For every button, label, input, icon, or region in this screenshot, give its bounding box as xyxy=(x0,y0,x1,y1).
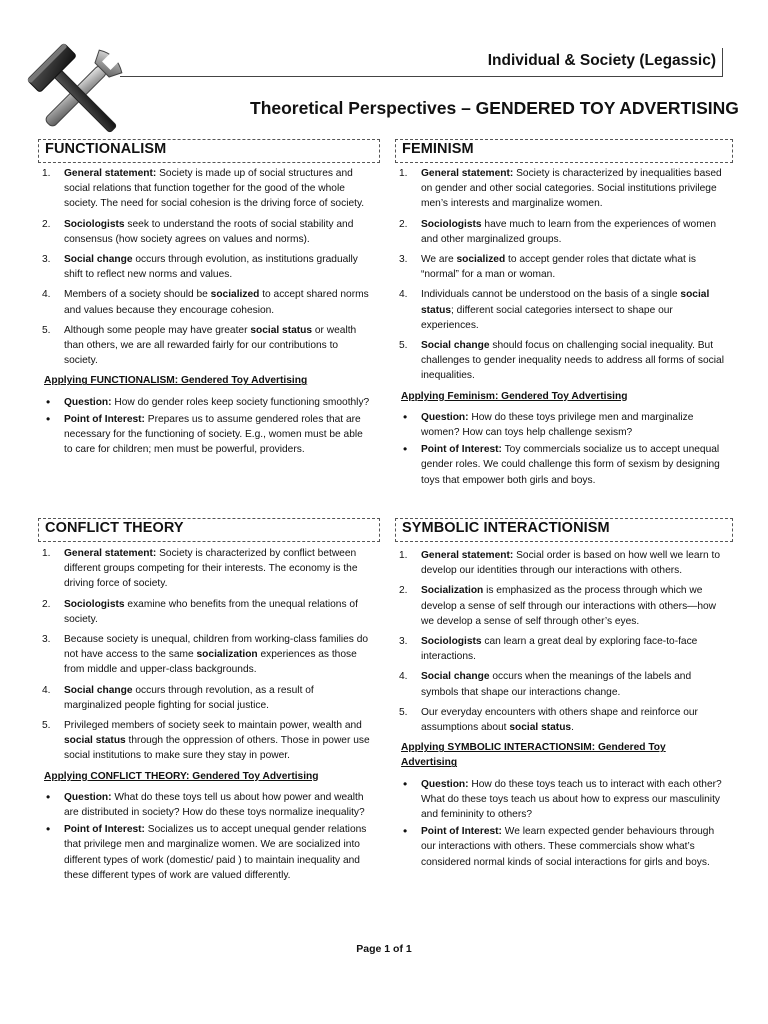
functionalism-heading-box xyxy=(38,139,380,163)
list-item: 4. Social change occurs through revolution, as a result of marginalized people fighting for social justice. xyxy=(42,684,314,711)
list-item: 1. General statement: Society is characterized by conflict between different groups competing for their interests. The economy is the driving force of society. xyxy=(42,548,358,590)
point-of-interest-bullet: • Point of Interest: Toy commercials socialize us to accept unequal gender roles. We could challenge this form of sexism by designing toys that empower both girls and boys. xyxy=(397,442,727,488)
course-header xyxy=(120,48,723,77)
list-item: 1. General statement: Social order is based on how well we learn to develop our identities through our interactions with others. xyxy=(399,550,720,577)
list-item: 5. Although some people may have greater social status or wealth than others, we are all rewarded fairly for our contributions to society. xyxy=(42,324,357,367)
course-title: Individual & Society (Legassic) xyxy=(487,52,716,69)
question-bullet: • Question: What do these toys tell us about how power and wealth are distributed in society? How do these toys normalize inequality? xyxy=(40,790,370,820)
list-item: 3. Because society is unequal, children from working-class families do not have access to the same socialization experiences as those from middle and upper-class backgrounds. xyxy=(42,634,369,676)
feminism-applying-heading: Applying Feminism: Gendered Toy Advertising xyxy=(401,390,628,402)
page-title: Theoretical Perspectives – GENDERED TOY ADVERTISING xyxy=(250,98,739,118)
feminism-section xyxy=(397,166,727,490)
hammer-and-wrench-icon xyxy=(22,40,134,148)
question-bullet: • Question: How do these toys privilege men and marginalize women? How can toys help challenge sexism? xyxy=(397,410,727,440)
list-item: 2. Sociologists examine who benefits from the unequal relations of society. xyxy=(42,598,358,625)
list-item: 4. Members of a society should be socialized to accept shared norms and values because they encourage cohesion. xyxy=(42,289,369,316)
functionalism-applying-heading: Applying FUNCTIONALISM: Gendered Toy Advertising xyxy=(44,375,308,387)
point-of-interest-bullet: • Point of Interest: Prepares us to assume gendered roles that are necessary for the functioning of society. E.g., women must be able to care for children; men must be powerful, providers. xyxy=(40,412,370,458)
functionalism-heading: FUNCTIONALISM xyxy=(45,141,167,157)
list-item: 5. Social change should focus on challenging social inequality. But challenges to gender inequality needs to address all forms of social inequalities. xyxy=(399,340,724,382)
list-item: 3. We are socialized to accept gender roles that dictate what is “normal” for a man or woman. xyxy=(399,254,697,281)
list-item: 1. General statement: Society is made up of social structures and social relations that function together for the good of the whole society. The need for social cohesion is the driving force of society. xyxy=(42,168,365,210)
functionalism-section xyxy=(40,166,370,459)
conflict-heading-box xyxy=(38,518,380,542)
symbolic-applying-heading: Applying SYMBOLIC INTERACTIONSIM: Gendered Toy Advertising xyxy=(401,742,666,769)
conflict-applying-heading: Applying CONFLICT THEORY: Gendered Toy Advertising xyxy=(44,770,319,782)
question-bullet: • Question: How do these toys teach us to interact with each other? What do these toys teach us about how to express our masculinity and femininity to others? xyxy=(397,777,727,823)
list-item: 4. Social change occurs when the meanings of the labels and symbols that shape our interactions change. xyxy=(399,671,692,698)
list-item: 2. Sociologists have much to learn from the experiences of women and other marginalized groups. xyxy=(399,218,717,245)
point-of-interest-bullet: • Point of Interest: We learn expected gender behaviours through our interactions with others. These commercials show what’s considered normal kinds of social interactions for girls and boys. xyxy=(397,824,727,870)
symbolic-heading-box xyxy=(395,518,733,542)
list-item: 1. General statement: Society is characterized by inequalities based on gender and other social categories. Social institutions privilege men’s interests and marginalize women. xyxy=(399,168,722,210)
page-footer: Page 1 of 1 xyxy=(356,943,412,955)
list-item: 5. Privileged members of society seek to maintain power, wealth and social status through the oppression of others. Those in power use social institutions to make sure they stay in power. xyxy=(42,720,370,762)
list-item: 5. Our everyday encounters with others shape and reinforce our assumptions about social status. xyxy=(399,706,698,734)
symbolic-section xyxy=(397,548,727,872)
point-of-interest-bullet: • Point of Interest: Socializes us to accept unequal gender relations that privilege men and marginalize women. We are socialized into different types of work (domestic/ paid ) to maintain inequality and these different types of work are valued differently. xyxy=(40,822,370,883)
conflict-heading: CONFLICT THEORY xyxy=(45,520,184,536)
list-item: 4. Individuals cannot be understood on the basis of a single social status; different social categories intersect to shape our experiences. xyxy=(399,289,710,331)
list-item: 3. Sociologists can learn a great deal by exploring face-to-face interactions. xyxy=(399,636,698,663)
feminism-heading-box xyxy=(395,139,733,163)
list-item: 3. Social change occurs through evolution, as institutions gradually shift to reflect new norms and values. xyxy=(42,254,358,281)
symbolic-heading: SYMBOLIC INTERACTIONISM xyxy=(402,520,610,536)
question-bullet: • Question: How do gender roles keep society functioning smoothly? xyxy=(40,395,370,410)
conflict-section xyxy=(40,546,370,885)
list-item: 2. Sociologists seek to understand the roots of social stability and consensus (how society agrees on values and norms). xyxy=(42,218,354,245)
feminism-heading: FEMINISM xyxy=(402,141,474,157)
list-item: 2. Socialization is emphasized as the process through which we develop a sense of self through our interactions with others—how we develop a sense of self through other’s eyes. xyxy=(399,585,717,627)
